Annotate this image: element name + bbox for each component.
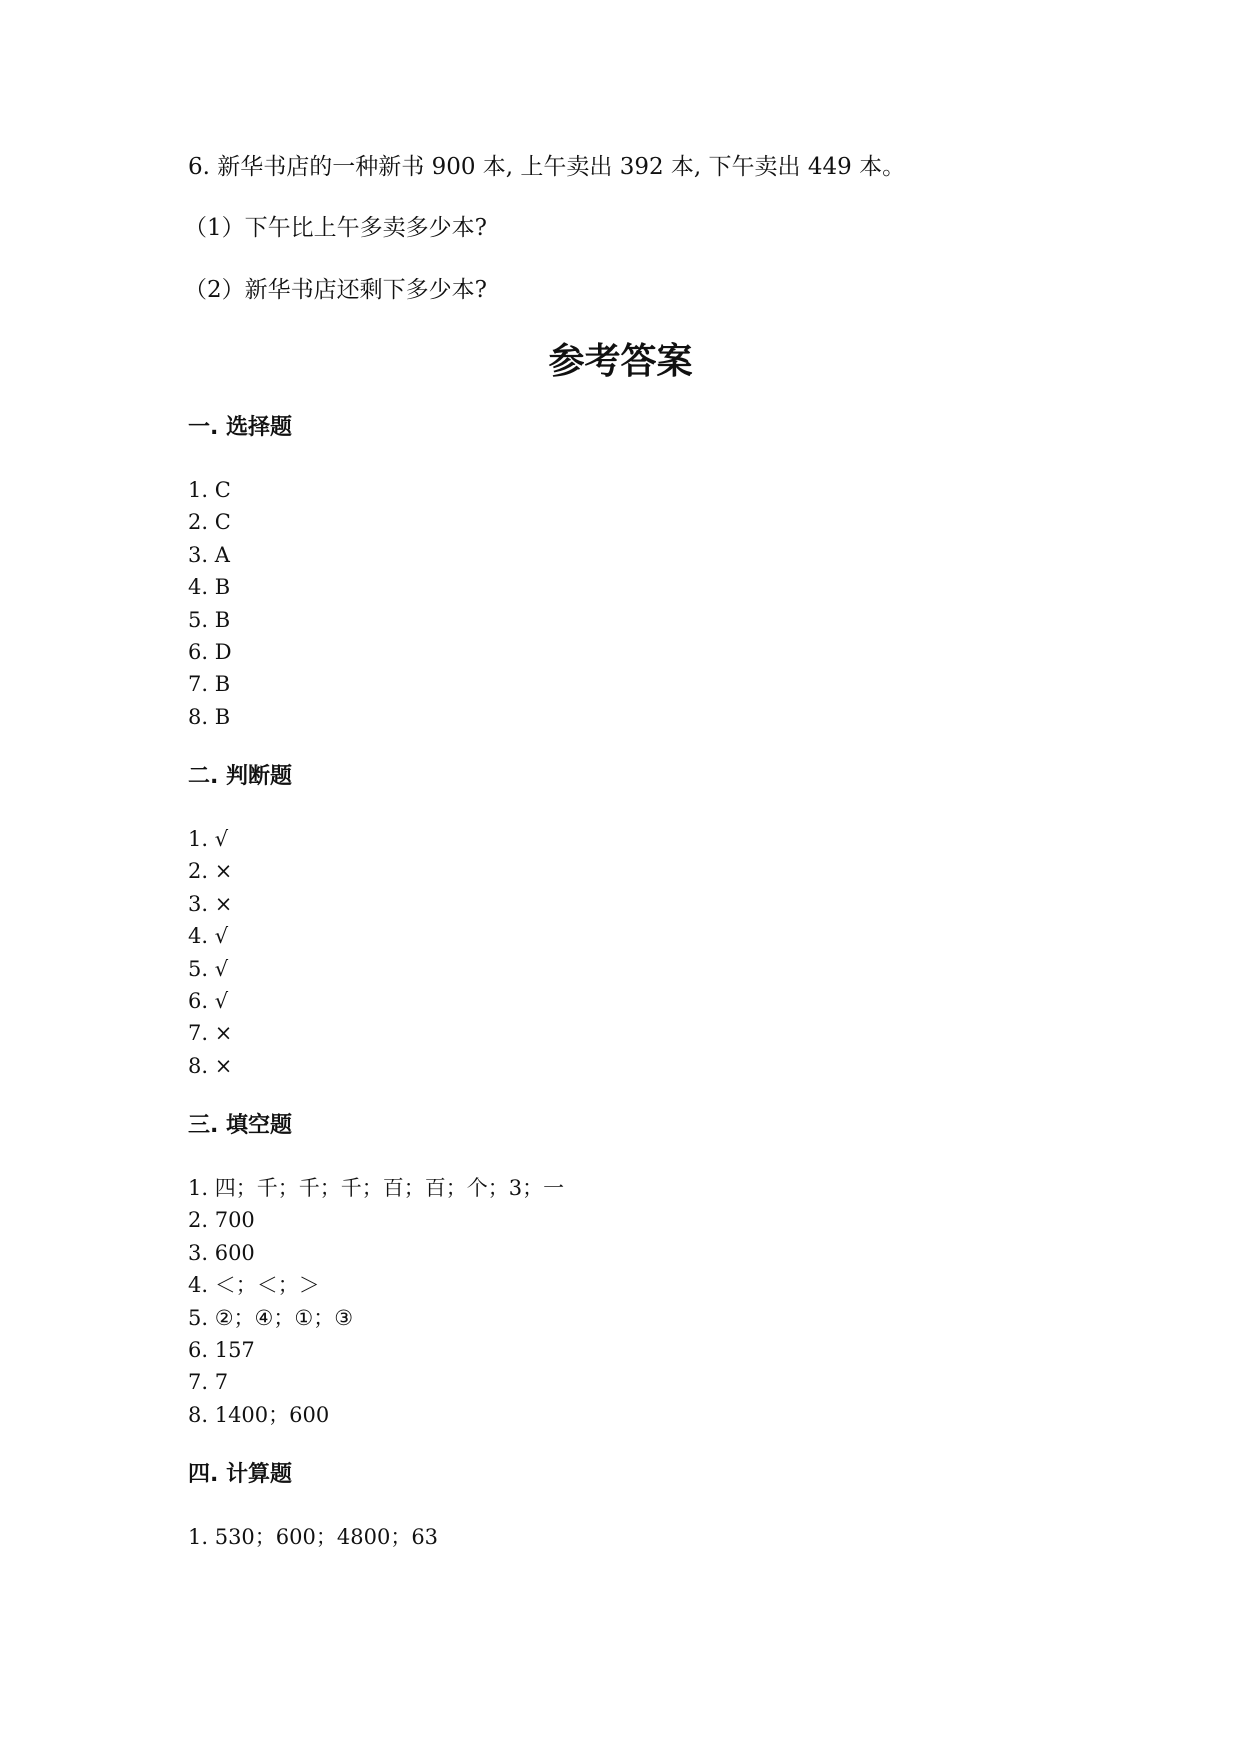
list-item: 2. × [188,859,233,884]
list-item: 1. √ [188,827,229,851]
list-item: 7. B [188,672,231,697]
answer-list-calculation [188,1521,438,1553]
list-item: 1. 530；600；4800；63 [188,1525,439,1549]
list-item: 3. A [188,542,230,567]
list-item: 8. × [188,1053,233,1078]
list-item: 1. C [188,478,231,502]
list-item: 3. 600 [188,1240,255,1265]
list-item: 6. D [188,639,232,664]
answers-title: 参考答案 [548,341,693,382]
section-heading-choice: 一. 选择题 [188,415,293,440]
answer-list-fill-blank [188,1172,564,1431]
list-item: 4. ＜；＜；＞ [188,1273,320,1298]
list-item: 7. 7 [188,1370,229,1395]
list-item: 3. × [188,891,233,916]
list-item: 7. × [188,1021,233,1046]
list-item: 2. C [188,510,231,535]
list-item: 8. 1400；600 [188,1402,330,1427]
list-item: 5. √ [188,956,229,981]
list-item: 6. 157 [188,1337,255,1362]
section-heading-judgement: 二. 判断题 [188,764,293,789]
list-item: 8. B [188,704,231,729]
list-item: 4. √ [188,924,229,949]
section-heading-calculation: 四. 计算题 [188,1462,293,1487]
list-item: 4. B [188,575,231,600]
list-item: 1. 四；千；千；千；百；百；个；3；一 [188,1176,565,1200]
list-item: 5. ②；④；①；③ [188,1305,354,1330]
list-item: 5. B [188,607,231,632]
list-item: 2. 700 [188,1208,255,1233]
answer-list-judgement [188,823,232,1082]
question-6-stem: 6. 新华书店的一种新书 900 本, 上午卖出 392 本, 下午卖出 449 本。 [188,154,906,180]
question-6-sub-1: （1）下午比上午多卖多少本? [184,215,487,241]
section-heading-fill-blank: 三. 填空题 [188,1113,293,1138]
question-6-sub-2: （2）新华书店还剩下多少本? [184,277,487,303]
list-item: 6. √ [188,988,229,1013]
answer-list-choice [188,474,232,733]
